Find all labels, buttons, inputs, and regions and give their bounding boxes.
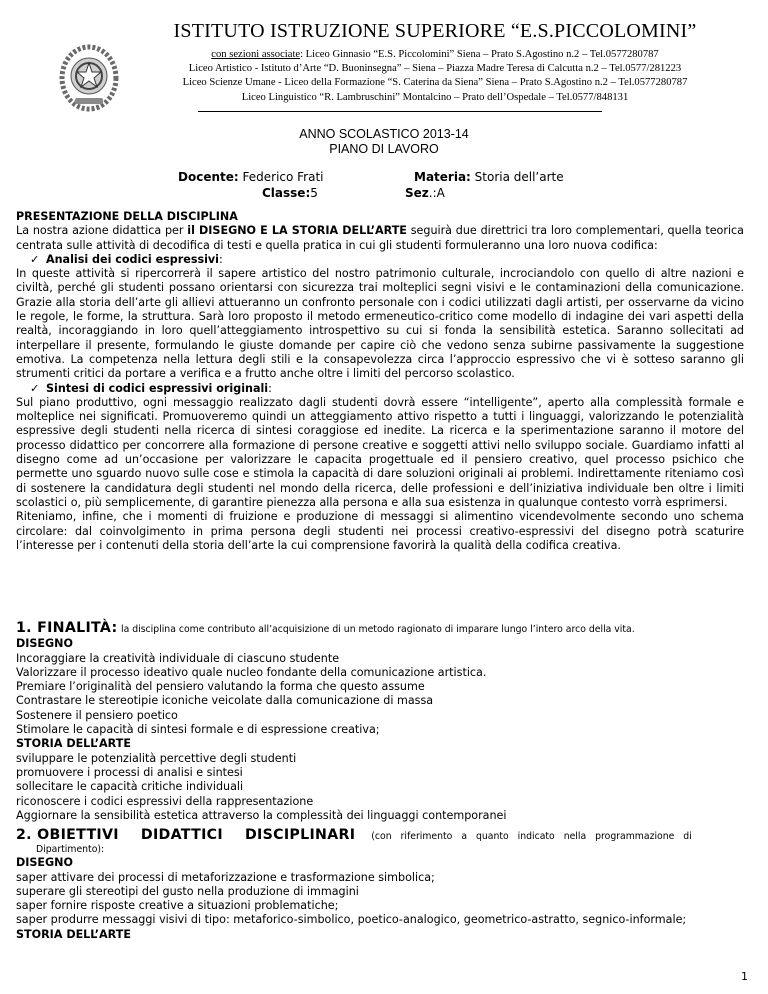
- presentation-paragraph-3: Riteniamo, infine, che i momenti di fruizione e produzione di messaggi si alimentino vicendevolmente secondo uno schema circolare: dal coinvolgimento in prima persona degli studenti nei processi creativo-espressivi del disegno potrà scaturire l’interesse per i contenuti della storia dell’arte la cui comprensione favorirà la qualità della codifica creativa.: [16, 510, 744, 552]
- obiettivi-heading-1: 2. OBIETTIVI: [16, 827, 119, 843]
- address-line-2: Liceo Artistico - Istituto d’Arte “D. Buoninsegna” – Siena – Piazza Madre Teresa di Calcutta n.2 – Tel.0577/281223: [188, 63, 682, 75]
- list-item: promuovere i processi di analisi e sintesi: [16, 765, 243, 779]
- finalita-heading-row: [16, 621, 744, 637]
- list-item: saper produrre messaggi visivi di tipo: metaforico-simbolico, poetico-analogico, geometrico-astratto, segnico-informale;: [16, 913, 687, 927]
- class-label: Classe:: [262, 186, 311, 200]
- subject-name: Storia dell’arte: [470, 170, 564, 184]
- bullet-synthesis: ✓ Sintesi di codici espressivi originali:: [30, 381, 272, 395]
- check-icon: ✓: [30, 252, 40, 266]
- bullet-analysis: ✓ Analisi dei codici espressivi:: [30, 252, 223, 266]
- presentation-heading: PRESENTAZIONE DELLA DISCIPLINA: [16, 210, 238, 223]
- subject-label: Materia:: [414, 170, 471, 184]
- obiettivi-note: (con riferimento a quanto indicato nella programmazione di: [371, 831, 692, 842]
- obiettivi-heading-2: DIDATTICI: [140, 827, 223, 843]
- teacher-name: Federico Frati: [238, 170, 324, 184]
- presentation-paragraph-2: Sul piano produttivo, ogni messaggio realizzato dagli studenti dovrà essere “intelligente”, aperto alla complessità formale e molteplice nei significati. Promuoveremo quindi un atteggiamento attivo rispetto a tutti i linguaggi, valorizzando le potenzialità espressive degli studenti nella ricerca di sintesi coraggiose ed inedite. La ricerca e la sperimentazione saranno il motore del processo didattico per concorrere alla formazione di persone creative e soggetti attivi nello sviluppo sociale. Guardiamo infatti al disegno come ad un’occasione per valorizzare le capacita progettuale ed il pensiero creativo, quel processo psichico che permette uno sguardo nuovo sulle cose e stimola la capacità di dare soluzioni originali ai problemi. Indirettamente riteniamo così di sostenere la candidatura degli studenti nel mondo della ricerca, delle professioni e dell’iniziativa individuale ben oltre i limiti scolastici o, più semplicemente, di garantire pienezza alla persona e alla sua esistenza in qualunque contesto vorrà esprimersi.: [16, 395, 744, 509]
- section-value: .:A: [428, 186, 445, 200]
- plan-title: PIANO DI LAVORO: [329, 142, 439, 156]
- obiettivi-storia-label: STORIA DELL’ARTE: [16, 927, 131, 941]
- presentation-paragraph-1: In queste attività si ripercorrerà il sapere artistico del nostro patrimonio culturale, incrociandolo con quello di altre nazioni e civiltà, perché gli studenti possano orientarsi con sicurezza trai molteplici segni visivi e le contaminazioni della comunicazione. Grazie alla storia dell’arte gli allievi attueranno un confronto personale con i codici utilizzati dagli artisti, per osservarne da vicino le regole, le forme, la struttura. Sarà loro proposto il metodo ermeneutico-critico come modello di indagine dei vari aspetti della realtà, incoraggiando in loro quell’atteggiamento introspettivo su cui si fonda la sensibilità estetica. Saranno sollecitati ad interpellare il presente, formulando le giuste domande per capire ciò che vedono senza subirne passivamente la suggestione emotiva. La competenza nella lettura degli stili e la consapevolezza circa l’approccio espressivo che vi è sotteso saranno gli strumenti critici da portare a verifica e a frutto anche oltre i limiti del percorso scolastico.: [16, 267, 744, 381]
- address-line-1: [140, 48, 730, 62]
- sections-label: con sezioni associate: [211, 49, 301, 60]
- institute-title: ISTITUTO ISTRUZIONE SUPERIORE “E.S.PICCOLOMINI”: [173, 20, 697, 42]
- list-item: saper attivare dei processi di metaforizzazione e trasformazione simbolica;: [16, 870, 435, 884]
- finalita-subtitle: la disciplina come contributo all’acquisizione di un metodo ragionato di imparare lungo l’intero arco della vita.: [120, 624, 635, 635]
- section-field: [405, 186, 445, 200]
- italian-republic-emblem-icon: [55, 42, 123, 114]
- address-line-1-text: : Liceo Ginnasio “E.S. Piccolomini” Siena – Prato S.Agostino n.2 – Tel.0577280787: [300, 49, 659, 60]
- obiettivi-heading-row: [16, 828, 744, 844]
- section-label: Sez: [405, 186, 429, 200]
- check-icon: ✓: [30, 381, 40, 395]
- list-item: Contrastare le stereotipie iconiche veicolate dalla comunicazione di massa: [16, 694, 434, 708]
- address-line-3: Liceo Scienze Umane - Liceo della Formazione “S. Caterina da Siena” Siena – Prato S.Agostino n.2 – Tel.0577280787: [182, 77, 688, 89]
- list-item: Aggiornare la sensibilità estetica attraverso la complessità dei linguaggi contemporanei: [16, 808, 507, 822]
- list-item: sollecitare le capacità critiche individuali: [16, 780, 244, 794]
- list-item: saper fornire risposte creative a situazioni problematiche;: [16, 899, 339, 913]
- class-value: 5: [310, 186, 318, 200]
- school-year: ANNO SCOLASTICO 2013-14: [299, 127, 469, 141]
- presentation-intro: La nostra azione didattica per il DISEGNO E LA STORIA DELL’ARTE seguirà due direttrici tra loro complementari, quella teorica centrata sulle attività di decodifica di testi e quella pratica in cui gli studenti formuleranno una loro nuova codifica:: [16, 224, 744, 252]
- list-item: Incoraggiare la creatività individuale di ciascuno studente: [16, 651, 340, 665]
- bullet-analysis-label: Analisi dei codici espressivi: [46, 252, 219, 266]
- list-item: Stimolare le capacità di sintesi formale e di espressione creativa;: [16, 723, 380, 737]
- address-line-4: Liceo Linguistico “R. Lambruschini” Montalcino – Prato dell’Ospedale – Tel.0577/848131: [241, 91, 629, 103]
- list-item: Premiare l’originalità del pensiero valutando la forma che questo assume: [16, 680, 425, 694]
- teacher-label: Docente:: [178, 170, 239, 184]
- page-number: 1: [741, 970, 748, 983]
- obiettivi-disegno-label: DISEGNO: [16, 856, 73, 870]
- bullet-synthesis-label: Sintesi di codici espressivi originali: [46, 381, 269, 395]
- subject-field: [414, 170, 564, 184]
- class-field: [262, 186, 318, 200]
- finalita-storia-label: STORIA DELL’ARTE: [16, 737, 131, 751]
- list-item: Sostenere il pensiero poetico: [16, 708, 178, 722]
- finalita-disegno-label: DISEGNO: [16, 637, 73, 651]
- obiettivi-heading-3: DISCIPLINARI: [244, 827, 356, 843]
- finalita-heading: 1. FINALITÀ:: [16, 620, 118, 636]
- obiettivi-note-cont: Dipartimento):: [36, 844, 105, 856]
- presentation-section: [16, 210, 744, 553]
- list-item: sviluppare le potenzialità percettive degli studenti: [16, 751, 297, 765]
- teacher-field: [178, 170, 324, 184]
- list-item: Valorizzare il processo ideativo quale nucleo fondante della comunicazione artistica.: [16, 665, 487, 679]
- list-item: riconoscere i codici espressivi della rappresentazione: [16, 794, 314, 808]
- header-divider: [198, 111, 602, 112]
- finalita-section: [16, 621, 744, 823]
- institute-addresses: [140, 48, 730, 105]
- list-item: superare gli stereotipi del gusto nella produzione di immagini: [16, 884, 359, 898]
- obiettivi-section: [16, 828, 744, 942]
